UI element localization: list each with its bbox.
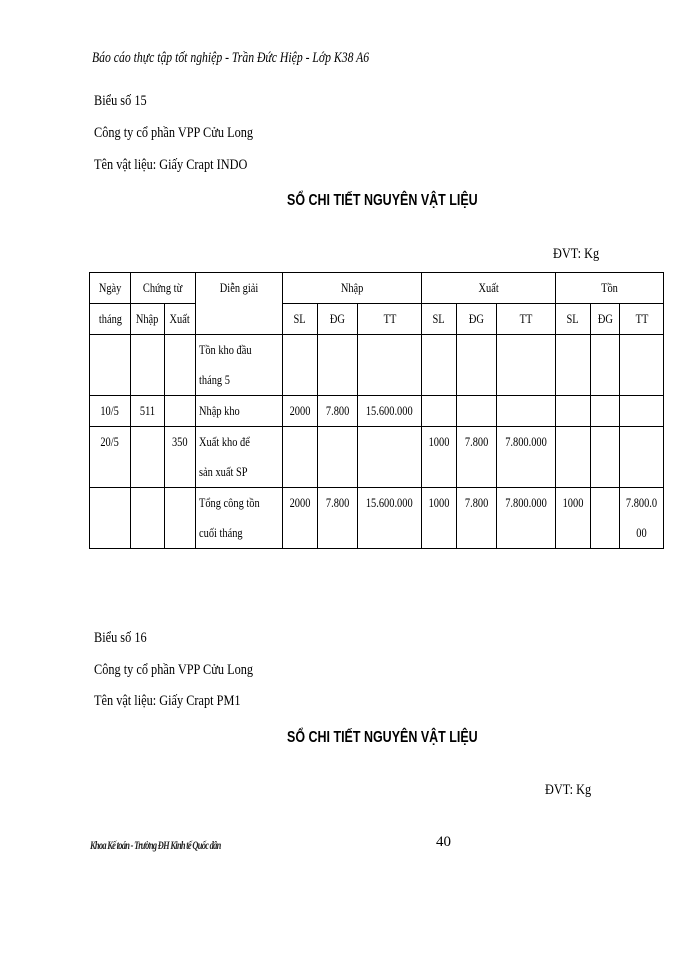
unit-label-2: ĐVT: Kg [545, 782, 592, 798]
cell-ct-xuat: 350 [165, 427, 196, 488]
cell-ton-sl [556, 396, 591, 427]
header-xuat: Xuất [422, 273, 556, 304]
material-ledger-table [89, 272, 664, 549]
header-ton: Tồn [556, 273, 664, 304]
unit-label: ĐVT: Kg [553, 246, 600, 262]
cell-nhap-tt: 15.600.000 [358, 396, 422, 427]
cell-nhap-tt [358, 427, 422, 488]
cell-xuat-dg [457, 396, 497, 427]
cell-description: Xuất kho để sản xuất SP [196, 427, 283, 488]
cell-xuat-sl [422, 335, 457, 396]
cell-date [90, 335, 131, 396]
header-nhap-dg: ĐG [318, 304, 358, 335]
header-ton-sl: SL [556, 304, 591, 335]
cell-nhap-dg [318, 335, 358, 396]
cell-xuat-tt [497, 396, 556, 427]
cell-ton-tt [620, 335, 664, 396]
cell-ton-dg [591, 396, 620, 427]
cell-description: Tổng công tồn cuối tháng [196, 488, 283, 549]
cell-ton-tt [620, 396, 664, 427]
cell-nhap-dg: 7.800 [318, 396, 358, 427]
company-name: Công ty cổ phần VPP Cửu Long [94, 125, 254, 141]
header-dien-giai: Diễn giải [196, 273, 283, 335]
cell-xuat-dg: 7.800 [457, 488, 497, 549]
company-name-2: Công ty cổ phần VPP Cửu Long [94, 662, 254, 678]
header-ct-xuat: Xuất [165, 304, 196, 335]
cell-ton-tt: 7.800.0 00 [620, 488, 664, 549]
header-ton-dg: ĐG [591, 304, 620, 335]
table-subheader-row [90, 304, 664, 335]
header-ngay: Ngày [90, 273, 131, 304]
cell-description: Nhập kho [196, 396, 283, 427]
cell-xuat-sl: 1000 [422, 427, 457, 488]
header-ton-tt: TT [620, 304, 664, 335]
cell-ct-xuat [165, 335, 196, 396]
cell-date: 10/5 [90, 396, 131, 427]
cell-nhap-dg [318, 427, 358, 488]
page-number: 40 [436, 834, 451, 850]
cell-xuat-sl: 1000 [422, 488, 457, 549]
header-nhap: Nhập [283, 273, 422, 304]
footer-institution: Khoa Kế toán - Trường ĐH Kinh tế Quốc dân [90, 838, 221, 852]
cell-ton-sl [556, 335, 591, 396]
table-row [90, 427, 664, 488]
cell-ct-nhap [131, 427, 165, 488]
ledger-title: SỔ CHI TIẾT NGUYÊN VẬT LIỆU [287, 192, 478, 209]
header-nhap-tt: TT [358, 304, 422, 335]
cell-date: 20/5 [90, 427, 131, 488]
cell-ton-tt [620, 427, 664, 488]
header-ct-nhap: Nhập [131, 304, 165, 335]
cell-ct-xuat [165, 396, 196, 427]
cell-nhap-sl: 2000 [283, 488, 318, 549]
cell-ct-nhap [131, 335, 165, 396]
cell-description: Tồn kho đầu tháng 5 [196, 335, 283, 396]
cell-xuat-sl [422, 396, 457, 427]
cell-ton-sl [556, 427, 591, 488]
cell-nhap-sl: 2000 [283, 396, 318, 427]
running-header: Báo cáo thực tập tốt nghiệp - Trần Đức Hiệp - Lớp K38 A6 [92, 50, 370, 66]
cell-ct-nhap [131, 488, 165, 549]
header-nhap-sl: SL [283, 304, 318, 335]
material-name-2: Tên vật liệu: Giấy Crapt PM1 [94, 693, 241, 709]
table-row [90, 335, 664, 396]
cell-nhap-sl [283, 427, 318, 488]
form-number: Biểu số 15 [94, 93, 147, 109]
form-number-2: Biểu số 16 [94, 630, 147, 646]
header-xuat-tt: TT [497, 304, 556, 335]
cell-nhap-tt: 15.600.000 [358, 488, 422, 549]
cell-xuat-tt: 7.800.000 [497, 427, 556, 488]
table-header-row [90, 273, 664, 304]
cell-ct-nhap: 511 [131, 396, 165, 427]
cell-xuat-tt: 7.800.000 [497, 488, 556, 549]
table-row-total [90, 488, 664, 549]
cell-nhap-tt [358, 335, 422, 396]
cell-xuat-tt [497, 335, 556, 396]
material-name: Tên vật liệu: Giấy Crapt INDO [94, 157, 248, 173]
cell-nhap-sl [283, 335, 318, 396]
cell-ton-dg [591, 335, 620, 396]
header-chung-tu: Chứng từ [131, 273, 196, 304]
cell-ct-xuat [165, 488, 196, 549]
header-xuat-dg: ĐG [457, 304, 497, 335]
cell-xuat-dg: 7.800 [457, 427, 497, 488]
ledger-title-2: SỔ CHI TIẾT NGUYÊN VẬT LIỆU [287, 729, 478, 746]
cell-date [90, 488, 131, 549]
header-thang: tháng [90, 304, 131, 335]
cell-ton-sl: 1000 [556, 488, 591, 549]
cell-ton-dg [591, 488, 620, 549]
cell-ton-dg [591, 427, 620, 488]
header-xuat-sl: SL [422, 304, 457, 335]
cell-xuat-dg [457, 335, 497, 396]
cell-nhap-dg: 7.800 [318, 488, 358, 549]
table-row [90, 396, 664, 427]
